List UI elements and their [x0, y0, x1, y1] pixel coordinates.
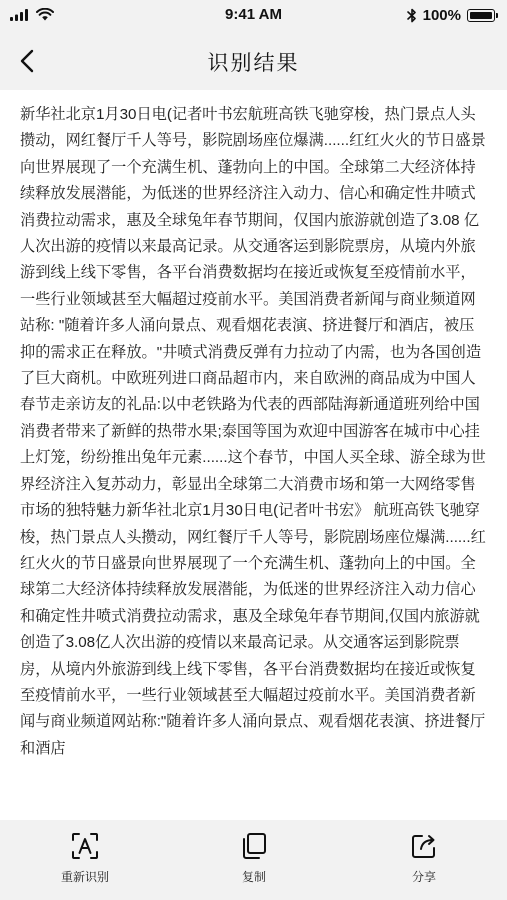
scan-text-icon	[69, 830, 101, 862]
status-right	[407, 7, 495, 24]
share-label: 分享	[411, 870, 436, 884]
nav-bar	[0, 32, 507, 90]
bluetooth-icon	[407, 8, 417, 23]
status-bar	[0, 0, 507, 32]
copy-label: 复制	[241, 870, 266, 884]
share-button[interactable]	[369, 830, 479, 885]
copy-icon	[238, 830, 270, 862]
rescan-label: 重新识别	[60, 870, 109, 884]
bottom-toolbar	[0, 820, 507, 900]
share-icon	[408, 830, 440, 862]
page-title: 识别结果	[207, 52, 300, 75]
status-time: 9:41 AM	[225, 6, 282, 23]
rescan-button[interactable]	[30, 830, 140, 885]
result-text-area[interactable]	[0, 90, 507, 820]
battery-percent: 100%	[422, 7, 461, 24]
battery-icon	[467, 9, 495, 22]
recognized-text[interactable]: 新华社北京1月30日电(记者叶书宏航班高铁飞驰穿梭，热门景点人头攒动，网红餐厅千人等号，影院剧场座位爆满......红红火火的节日盛景向世界展现了一个充满生机、蓬勃向上的中国。全球第二大经济体持续释放发展潜能，为低迷的世界经济注入动力、信心和确定性井喷式消费拉动需求，惠及全球兔年春节期间，仅国内旅游就创造了3.08 亿人次出游的疫情以来最高记录。从交通客运到影院票房，从境内外旅游到线上线下零售，各平台消费数据均在接近或恢复至疫情前水平，一些行业领域甚至大幅超过疫前水平。美国消费者新闻与商业频道网站称: "随着许多人涌向景点、观看烟花表演、挤进餐厅和酒店，被压抑的需求正在释放。"井喷式消费反弹有力拉动了内需，也为各国创造了巨大商机。中欧班列进口商品超市内，来自欧洲的商品成为中国人春节走亲访友的礼品:以中老铁路为代表的西部陆海新通道班列给中国消费者带来了新鲜的热带水果;泰国等国为欢迎中国游客在城市中心挂上灯笼，纷纷推出兔年元素......这个春节，中国人买全球、游全球为世界经济注入复苏动力，彰显出全球第二大消费市场和第一大网络零售市场的独特魅力新华社北京1月30日电(记者叶书宏》 航班高铁飞驰穿梭，热门景点人头攒动，网红餐厅千人等号，影院剧场座位爆满......红红火火的节日盛景向世界展现了一个充满生机、蓬勃向上的中国。全球第二大经济体持续释放发展潜能，为低迷的世界经济注入动力信心和确定性井喷式消费拉动需求，惠及全球兔年春节期间,仅国内旅游就创造了3.08亿人次出游的疫情以来最高记录。从交通客运到影院票房，从境内外旅游到线上线下零售，各平台消费数据均在接近或恢复至疫情前水平，一些行业领域甚至大幅超过疫前水平。美国消费者新闻与商业频道网站称:"随着许多人涌向景点、观看烟花表演、挤进餐厅和酒店	[20, 106, 486, 757]
copy-button[interactable]	[199, 830, 309, 885]
